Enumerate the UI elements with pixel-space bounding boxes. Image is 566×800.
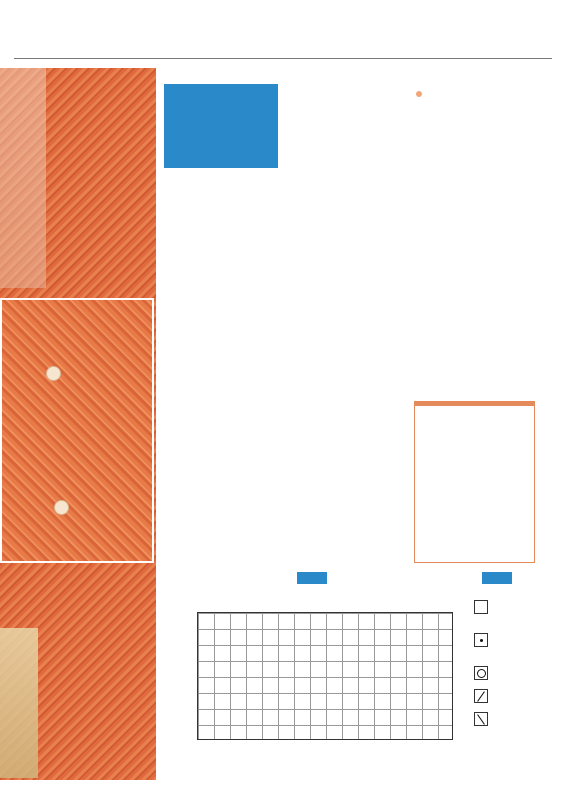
finishing-text (416, 88, 536, 99)
end-dot-icon (416, 91, 422, 97)
button-detail (54, 500, 69, 515)
key-purl-box (474, 633, 488, 647)
tips-box (164, 84, 278, 168)
key-k2tog-box (474, 689, 488, 703)
cardigan-photo (0, 68, 156, 780)
key-ssk-box (474, 712, 488, 726)
chart-label (297, 572, 327, 584)
yo-circle-icon (477, 669, 486, 678)
key-knit-box (474, 600, 488, 614)
special-instructions-box (414, 401, 535, 563)
purl-dot-icon (480, 639, 483, 642)
column-1 (163, 176, 280, 182)
header-rule (14, 58, 552, 59)
lace-chart-grid (197, 612, 453, 740)
ssk-backslash-icon (477, 714, 485, 724)
column-2 (289, 84, 407, 90)
key-yo-box (474, 666, 488, 680)
key-label (482, 572, 512, 584)
column-3 (416, 82, 536, 103)
button-detail (46, 366, 61, 381)
detail-inset-photo (0, 298, 154, 563)
k2tog-slash-icon (477, 691, 485, 701)
